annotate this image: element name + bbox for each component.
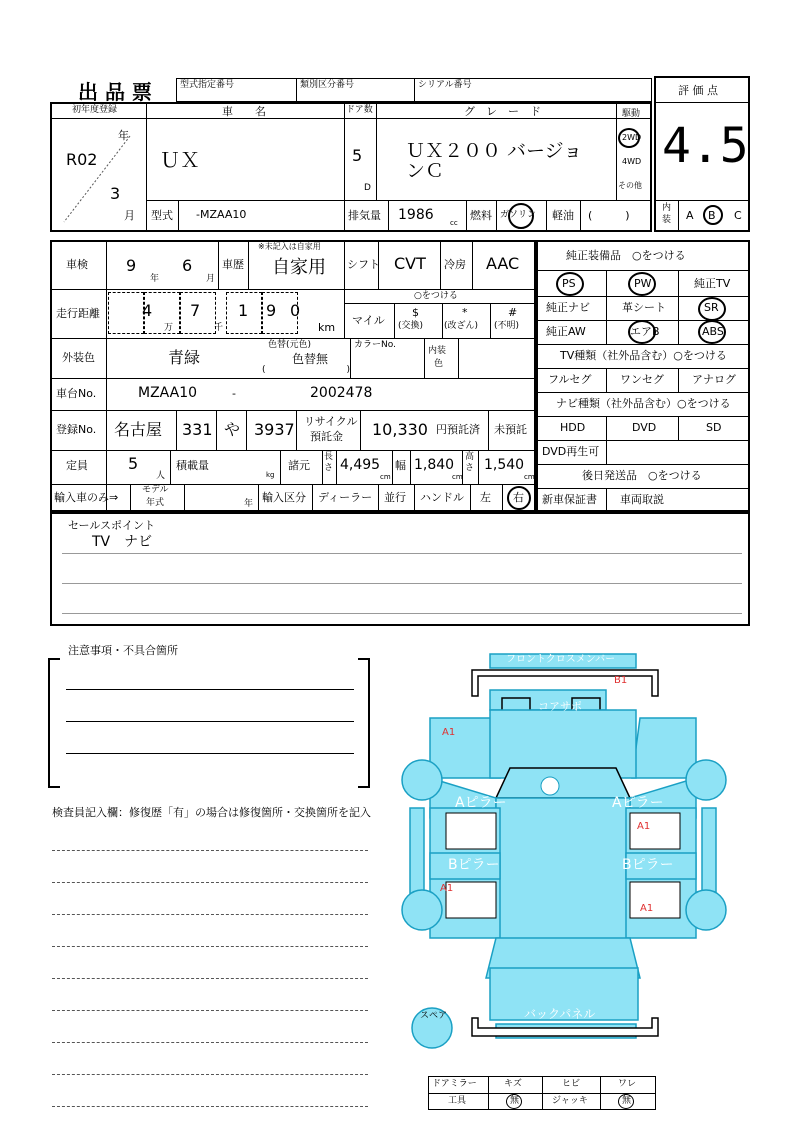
first-reg-era: R02 [66,150,98,169]
first-reg-label: 初年度登録 [72,105,118,115]
interior-label: 内 [662,203,672,213]
navi-dvd-play: DVD再生可 [542,445,600,458]
legend-jack: ジャッキ [552,1096,588,1106]
navi-dvd: DVD [632,421,657,434]
repaint-value: 色替無 [292,352,329,366]
equip-sr: SR [704,301,719,314]
recycle-amount: 10,330 [372,420,428,439]
width-label: 幅 [395,459,406,472]
unknown-symbol: # [508,306,518,319]
dims-label: 諸元 [288,459,310,472]
grade-label: グ レ ー ド [464,105,541,118]
tv-analog: アナログ [692,373,736,386]
odo-digit: 7 [190,301,201,320]
handle-right: 右 [513,491,524,504]
import-class-label: 輸入区分 [262,491,306,504]
odo-digit: 1 [238,301,249,320]
interior-label-2: 装 [662,215,672,225]
score-value: 4.5 [662,118,749,174]
int-color-label: 内装 [428,346,447,356]
b-pillar-left-label: Bピラー [448,857,500,873]
score-label: 評 価 点 [678,84,718,97]
spare-label: スペア [420,1011,448,1021]
chassis-number: 2002478 [310,385,373,401]
rear-cross-label: リアクロスメンバー [516,1051,605,1062]
height-label: 高さ [465,452,475,473]
navi-type-title: ナビ種類（社外品含む）○をつける [556,397,731,410]
legend-tools: 工具 [448,1096,467,1106]
equip-airbag-circle [628,320,656,344]
repaint-paren: ( ) [262,365,351,375]
inspector-label: 検査員記入欄：修復歴「有」の場合は修復箇所・交換箇所を記入 [52,806,371,819]
mile-option: マイル [352,314,385,327]
model-value: -MZAA10 [196,208,247,221]
import-dealer: ディーラー [318,491,373,504]
equip-ps: PS [562,277,576,290]
interior-grade-circle [703,205,723,225]
door-count: 5 [352,146,363,165]
width-value: 1,840 [414,457,455,473]
odo-digit: 9 [266,301,277,320]
unknown-option: (不明) [494,321,520,331]
serial-label: シリアル番号 [418,80,472,90]
length-unit: cm [380,473,391,481]
displacement-label: 排気量 [348,209,381,222]
inspection-year-unit: 年 [150,274,160,284]
mileage-label: 走行距離 [56,307,100,320]
model-year-label-2: 年式 [146,498,165,508]
fuel-label: 燃料 [470,209,492,222]
tv-type-title: TV種類（社外品含む）○をつける [560,349,727,362]
capacity-value: 5 [128,454,139,473]
fuel-gasoline-circle [508,203,534,229]
a-pillar-right-label: Aピラー [612,795,664,811]
a-pillar-left-label: Aピラー [455,795,507,811]
recycle-label-2: 預託金 [310,430,343,443]
registration-label: 登録No. [56,423,97,436]
model-year-unit: 年 [244,499,254,509]
damage-mark-a1-fender: A1 [442,727,456,738]
sales-point-text: TV ナビ [92,534,153,550]
exchange-option: (交換) [398,321,424,331]
mileage-circle-note: ○をつける [414,291,458,301]
import-parallel: 並行 [384,491,406,504]
equip-abs: ABS [702,325,724,338]
month-unit: 月 [124,209,135,222]
recycle-label: リサイクル [304,415,358,428]
caution-bracket-right [358,658,370,788]
chassis-model: MZAA10 [138,385,198,401]
back-panel-label: バックパネル [524,1007,596,1021]
reg-class: 331 [182,420,213,439]
displacement-value: 1986 [398,207,434,223]
history-label: 車歴 [222,258,244,271]
fuel-other: ( ) [588,209,630,222]
equip-abs-circle [698,320,726,344]
later-title: 後日発送品 ○をつける [582,469,702,482]
class-no-label: 類別区分番号 [300,80,355,90]
odo-digit-box [108,292,144,334]
altered-option: (改ざん) [444,321,479,331]
sales-point-label: セールスポイント [68,519,156,532]
tools-none-circle [506,1094,522,1109]
drive-label: 駆動 [622,109,641,119]
drive-4wd: 4WD [622,157,642,166]
door-label: ドア数 [346,105,373,115]
shift-value: CVT [394,254,426,273]
drive-2wd-circle [618,128,640,148]
type-no-label: 型式指定番号 [180,80,235,90]
chassis-dash: - [232,387,236,400]
model-year-label: モデル [142,485,169,495]
jack-none-circle [618,1094,634,1109]
interior-grade-c: C [734,209,742,222]
navi-hdd: HDD [560,421,586,434]
odo-km-unit: km [318,321,336,334]
reg-number: 3937 [254,420,295,439]
ac-label: 冷房 [444,258,466,271]
width-unit: cm [452,473,463,481]
equip-leather: 革シート [622,301,666,314]
history-value: 自家用 [272,257,326,278]
handle-left: 左 [480,491,491,504]
drive-other: その他 [618,181,642,190]
b-pillar-right-label: Bピラー [622,857,674,873]
capacity-label: 定員 [66,459,88,472]
odo-digit: 0 [290,301,301,320]
caution-bracket-left [48,658,60,788]
handle-label: ハンドル [420,491,464,504]
interior-grade-a: A [686,209,694,222]
front-cross-label: フロントクロスメンバー [506,654,616,665]
legend-jack-none: 無 [622,1096,632,1106]
later-warranty: 新車保証書 [542,493,597,506]
height-value: 1,540 [484,457,525,473]
odo-man-unit: 万 [164,323,174,333]
inspection-month-unit: 月 [206,274,216,284]
equip-navi: 純正ナビ [546,301,590,314]
legend-scratch: キズ [504,1079,522,1089]
legend-crack: ヒビ [562,1079,581,1089]
shift-label: シフト [347,258,380,271]
load-unit: kg [266,471,275,479]
cc-unit: cc [450,219,458,227]
first-reg-month: 3 [110,184,121,203]
int-color-label-2: 色 [434,359,444,369]
odo-sen-unit: 千 [214,323,224,333]
fuel-light-oil: 軽油 [552,209,574,222]
reg-kana: や [224,420,241,439]
equip-pw-circle [628,272,656,296]
equip-airbag: エアB [630,325,660,338]
length-label: 長さ [324,452,334,473]
damage-mark-a1-rear-left: A1 [440,883,454,894]
door-suffix: D [364,183,371,193]
car-name: ＵＸ [160,148,200,172]
core-support-label: コアサポ [538,700,582,713]
equip-tv: 純正TV [694,277,731,290]
tv-fullseg: フルセグ [548,373,592,386]
equip-sr-circle [698,297,726,321]
history-note: ※未記入は自家用 [258,242,321,251]
capacity-unit: 人 [156,471,166,481]
inspection-label: 車検 [66,258,88,271]
color-label: 外装色 [62,351,95,364]
car-name-label: 車 名 [222,105,266,118]
model-label: 型式 [151,209,173,222]
interior-grade-b: B [708,209,716,222]
ac-value: AAC [486,254,520,273]
height-unit: cm [524,473,535,481]
caution-label: 注意事項・不具合箇所 [68,644,178,657]
odo-digit: 4 [142,301,153,320]
repaint-label: 色替(元色) [268,340,312,350]
legend-broken: ワレ [618,1079,637,1089]
damage-mark-b1: B1 [614,675,628,686]
form-title: 出 品 票 [78,80,152,104]
equip-ps-circle [556,272,584,296]
fuel-gasoline: ガソリン [500,210,537,220]
damage-mark-a1-rear-right: A1 [640,903,654,914]
equipment-title: 純正装備品 ○をつける [566,249,686,262]
chassis-label: 車台No. [56,387,97,400]
grade-line-2: ンＣ [406,160,445,182]
handle-right-circle [507,486,531,510]
length-value: 4,495 [340,457,381,473]
equip-aw: 純正AW [546,325,586,338]
import-label: 輸入車のみ⇒ [54,491,119,504]
color-no-label: カラーNo. [354,340,396,350]
inspection-year: 9 [126,256,137,275]
year-unit: 年 [118,129,129,142]
later-manual: 車両取説 [620,493,664,506]
legend-door-mirror: ドアミラー [432,1079,477,1089]
grade-line-1: ＵＸ２００ バージョ [406,140,583,162]
color-value: 青緑 [168,348,201,367]
altered-symbol: * [462,306,468,319]
load-label: 積載量 [176,459,209,472]
drive-2wd: 2WD [622,133,642,142]
reg-area: 名古屋 [114,420,163,439]
recycle-paid: 円預託済 [436,423,480,436]
tv-oneseg: ワンセグ [620,373,664,386]
inspection-month: 6 [182,256,193,275]
legend-tools-none: 無 [510,1096,520,1106]
navi-sd: SD [706,421,722,434]
equip-pw: PW [634,277,652,290]
exchange-symbol: $ [412,306,419,319]
recycle-unpaid: 未預託 [494,423,527,436]
damage-mark-a1-front-door: A1 [637,821,651,832]
